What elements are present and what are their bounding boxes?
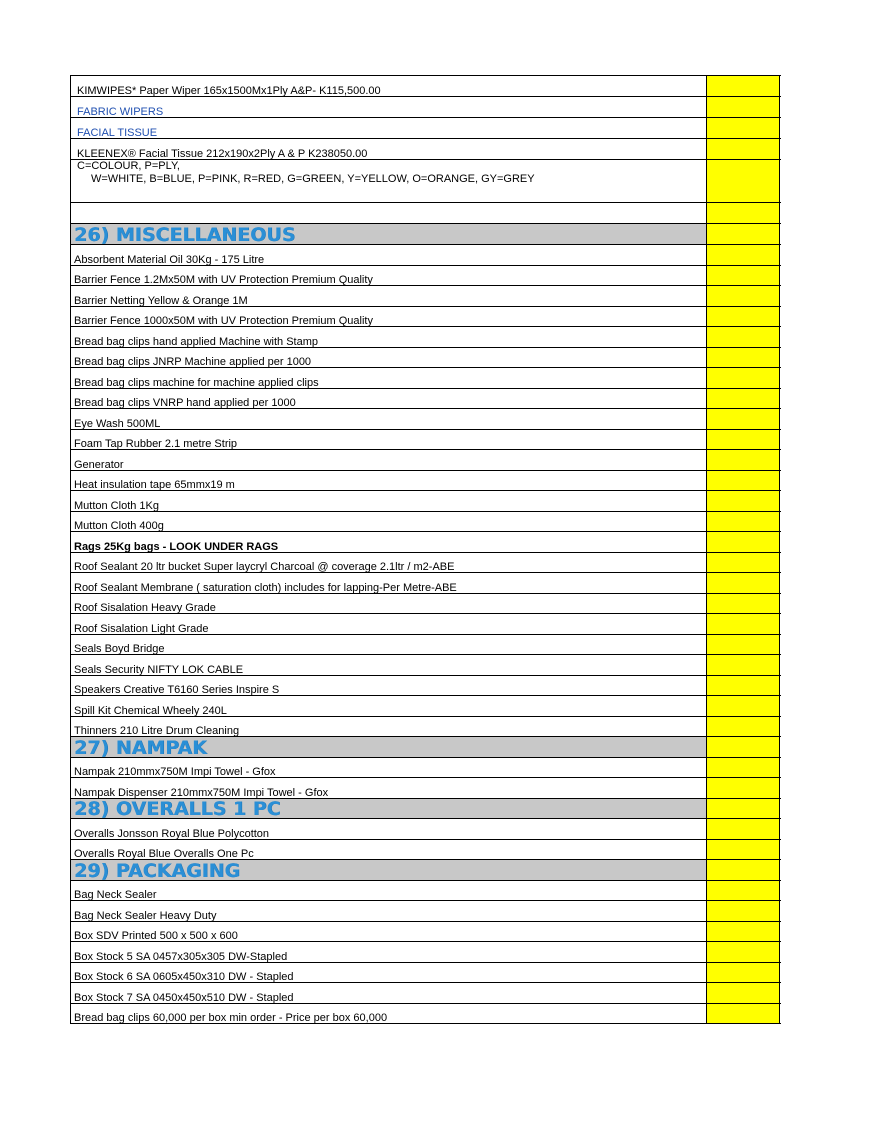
table-row xyxy=(71,901,781,922)
table-row xyxy=(71,471,781,491)
price-input-cell[interactable] xyxy=(707,901,780,921)
table-row xyxy=(71,922,781,942)
item-description-cell xyxy=(71,430,707,449)
table-row xyxy=(71,881,781,901)
item-description-cell xyxy=(71,327,707,347)
price-input-cell[interactable] xyxy=(707,118,780,138)
price-input-cell[interactable] xyxy=(707,860,780,880)
price-input-cell[interactable] xyxy=(707,573,780,593)
table-row xyxy=(71,553,781,573)
item-description-cell xyxy=(71,963,707,982)
table-row xyxy=(71,266,781,286)
item-description: Bread bag clips machine for machine applied clips xyxy=(74,377,319,388)
price-input-cell[interactable] xyxy=(707,471,780,490)
item-description: Roof Sealant 20 ltr bucket Super laycryl Charcoal @ coverage 2.1ltr / m2-ABE xyxy=(74,561,455,572)
section-header-row xyxy=(71,860,781,881)
item-description-cell xyxy=(71,76,707,96)
item-description-cell xyxy=(71,840,707,859)
price-input-cell[interactable] xyxy=(707,881,780,900)
item-description: Nampak 210mmx750M Impi Towel - Gfox xyxy=(74,766,276,777)
price-input-cell[interactable] xyxy=(707,389,780,408)
item-description: Roof Sisalation Light Grade xyxy=(74,623,209,634)
table-row xyxy=(71,160,781,203)
table-row xyxy=(71,491,781,512)
item-description-cell xyxy=(71,860,707,880)
item-description-cell xyxy=(71,799,707,818)
price-input-cell[interactable] xyxy=(707,450,780,470)
price-input-cell[interactable] xyxy=(707,614,780,634)
item-description: Mutton Cloth 400g xyxy=(74,520,164,531)
item-description-cell xyxy=(71,389,707,408)
table-row xyxy=(71,512,781,532)
price-input-cell[interactable] xyxy=(707,655,780,675)
item-description: Seals Boyd Bridge xyxy=(74,643,165,654)
table-row xyxy=(71,942,781,963)
item-description: Bread bag clips 60,000 per box min order - Price per box 60,000 xyxy=(74,1012,388,1023)
table-row xyxy=(71,696,781,717)
price-input-cell[interactable] xyxy=(707,203,780,223)
item-description-cell xyxy=(71,471,707,490)
table-row xyxy=(71,409,781,430)
table-row xyxy=(71,76,781,97)
price-input-cell[interactable] xyxy=(707,963,780,982)
price-input-cell[interactable] xyxy=(707,430,780,449)
item-description-cell xyxy=(71,717,707,736)
item-description: Barrier Fence 1000x50M with UV Protection Premium Quality xyxy=(74,315,373,326)
item-description-cell xyxy=(71,266,707,285)
item-description: FABRIC WIPERS xyxy=(77,106,164,117)
table-row xyxy=(71,963,781,983)
item-description-cell xyxy=(71,655,707,675)
price-input-cell[interactable] xyxy=(707,819,780,839)
table-row xyxy=(71,573,781,594)
price-input-cell[interactable] xyxy=(707,512,780,531)
price-input-cell[interactable] xyxy=(707,286,780,306)
price-input-cell[interactable] xyxy=(707,245,780,265)
price-input-cell[interactable] xyxy=(707,840,780,859)
item-description: Seals Security NIFTY LOK CABLE xyxy=(74,664,244,675)
item-description: FACIAL TISSUE xyxy=(77,127,158,138)
legend-line-2: W=WHITE, B=BLUE, P=PINK, R=RED, G=GREEN, Y=YELLOW, O=ORANGE, GY=GREY xyxy=(91,173,535,185)
table-row xyxy=(71,983,781,1004)
price-input-cell[interactable] xyxy=(707,922,780,941)
item-description-cell xyxy=(71,450,707,470)
item-description-cell xyxy=(71,97,707,117)
item-description-cell xyxy=(71,696,707,716)
price-input-cell[interactable] xyxy=(707,758,780,777)
section-title: 29) PACKAGING xyxy=(74,860,241,880)
price-input-cell[interactable] xyxy=(707,942,780,962)
item-description-cell xyxy=(71,758,707,777)
table-row xyxy=(71,450,781,471)
item-description: Speakers Creative T6160 Series Inspire S xyxy=(74,684,280,695)
item-description-cell xyxy=(71,139,707,159)
price-input-cell[interactable] xyxy=(707,676,780,695)
item-description-cell xyxy=(71,491,707,511)
item-description-cell xyxy=(71,1004,707,1023)
table-row xyxy=(71,430,781,450)
price-list-table xyxy=(70,75,781,1024)
price-input-cell[interactable] xyxy=(707,717,780,736)
item-description-cell xyxy=(71,594,707,613)
item-description-cell xyxy=(71,635,707,654)
item-description-cell xyxy=(71,368,707,388)
item-description-cell xyxy=(71,553,707,572)
item-description: Roof Sisalation Heavy Grade xyxy=(74,602,216,613)
table-row xyxy=(71,368,781,389)
price-input-cell[interactable] xyxy=(707,160,780,202)
item-description: Overalls Royal Blue Overalls One Pc xyxy=(74,848,254,859)
table-row xyxy=(71,819,781,840)
item-description-cell xyxy=(71,160,707,202)
item-description: Barrier Netting Yellow & Orange 1M xyxy=(74,295,248,306)
item-description-cell xyxy=(71,983,707,1003)
section-title: 26) MISCELLANEOUS xyxy=(74,224,296,244)
item-description-cell xyxy=(71,203,707,223)
table-row xyxy=(71,348,781,368)
item-description: Bread bag clips JNRP Machine applied per 1000 xyxy=(74,356,312,367)
table-row xyxy=(71,389,781,409)
price-input-cell[interactable] xyxy=(707,348,780,367)
legend-line-1: C=COLOUR, P=PLY, xyxy=(77,160,180,172)
price-input-cell[interactable] xyxy=(707,224,780,244)
section-header-row xyxy=(71,799,781,819)
item-description: Heat insulation tape 65mmx19 m xyxy=(74,479,235,490)
item-description-cell xyxy=(71,614,707,634)
section-header-row xyxy=(71,737,781,758)
item-description-cell xyxy=(71,901,707,921)
item-description-cell xyxy=(71,737,707,757)
table-row xyxy=(71,594,781,614)
price-input-cell[interactable] xyxy=(707,737,780,757)
item-description-cell xyxy=(71,118,707,138)
item-description: Nampak Dispenser 210mmx750M Impi Towel - Gfox xyxy=(74,787,329,798)
table-row xyxy=(71,118,781,139)
item-description-cell xyxy=(71,512,707,531)
item-description: Box Stock 7 SA 0450x450x510 DW - Stapled xyxy=(74,992,294,1003)
item-description-cell xyxy=(71,922,707,941)
item-description: Barrier Fence 1.2Mx50M with UV Protection Premium Quality xyxy=(74,274,373,285)
price-input-cell[interactable] xyxy=(707,409,780,429)
price-input-cell[interactable] xyxy=(707,97,780,117)
item-description: Foam Tap Rubber 2.1 metre Strip xyxy=(74,438,238,449)
item-description: Mutton Cloth 1Kg xyxy=(74,500,159,511)
price-input-cell[interactable] xyxy=(707,696,780,716)
item-description-cell xyxy=(71,676,707,695)
table-row xyxy=(71,97,781,118)
price-input-cell[interactable] xyxy=(707,368,780,388)
item-description-cell xyxy=(71,224,707,244)
price-input-cell[interactable] xyxy=(707,532,780,552)
item-description: Bag Neck Sealer xyxy=(74,889,157,900)
section-title: 28) OVERALLS 1 PC xyxy=(74,799,281,818)
table-row xyxy=(71,286,781,307)
price-input-cell[interactable] xyxy=(707,307,780,326)
item-description: Overalls Jonsson Royal Blue Polycotton xyxy=(74,828,270,839)
item-description-cell xyxy=(71,819,707,839)
item-description: Bag Neck Sealer Heavy Duty xyxy=(74,910,217,921)
item-description-cell xyxy=(71,286,707,306)
item-description-cell xyxy=(71,307,707,326)
item-description: Bread bag clips VNRP hand applied per 1000 xyxy=(74,397,296,408)
section-header-row xyxy=(71,224,781,245)
item-description: Roof Sealant Membrane ( saturation cloth) includes for lapping-Per Metre-ABE xyxy=(74,582,457,593)
table-row xyxy=(71,840,781,860)
item-description-cell xyxy=(71,245,707,265)
table-row xyxy=(71,327,781,348)
item-description-cell xyxy=(71,573,707,593)
item-description-cell xyxy=(71,942,707,962)
price-input-cell[interactable] xyxy=(707,594,780,613)
item-description: Spill Kit Chemical Wheely 240L xyxy=(74,705,227,716)
price-input-cell[interactable] xyxy=(707,799,780,818)
price-input-cell[interactable] xyxy=(707,491,780,511)
price-input-cell[interactable] xyxy=(707,327,780,347)
table-row xyxy=(71,1004,781,1024)
price-input-cell[interactable] xyxy=(707,778,780,798)
section-title: 27) NAMPAK xyxy=(74,737,207,757)
table-row xyxy=(71,635,781,655)
item-description: Eye Wash 500ML xyxy=(74,418,161,429)
item-description-cell xyxy=(71,409,707,429)
price-input-cell[interactable] xyxy=(707,266,780,285)
table-row xyxy=(71,139,781,160)
price-input-cell[interactable] xyxy=(707,1004,780,1023)
table-row xyxy=(71,655,781,676)
item-description-cell xyxy=(71,348,707,367)
table-row xyxy=(71,676,781,696)
price-input-cell[interactable] xyxy=(707,983,780,1003)
item-description: Absorbent Material Oil 30Kg - 175 Litre xyxy=(74,254,265,265)
table-row xyxy=(71,758,781,778)
item-description: Thinners 210 Litre Drum Cleaning xyxy=(74,725,240,736)
item-description: Generator xyxy=(74,459,124,470)
price-input-cell[interactable] xyxy=(707,139,780,159)
item-description: Box Stock 6 SA 0605x450x310 DW - Stapled xyxy=(74,971,294,982)
table-row xyxy=(71,203,781,224)
table-row xyxy=(71,245,781,266)
item-description-cell xyxy=(71,881,707,900)
table-row xyxy=(71,532,781,553)
price-input-cell[interactable] xyxy=(707,635,780,654)
price-input-cell[interactable] xyxy=(707,76,780,96)
table-row xyxy=(71,778,781,799)
table-row xyxy=(71,717,781,737)
item-description: KLEENEX® Facial Tissue 212x190x2Ply A & P K238050.00 xyxy=(77,148,368,159)
table-row xyxy=(71,307,781,327)
item-description: Box Stock 5 SA 0457x305x305 DW-Stapled xyxy=(74,951,288,962)
item-description: Box SDV Printed 500 x 500 x 600 xyxy=(74,930,238,941)
price-input-cell[interactable] xyxy=(707,553,780,572)
item-description-cell xyxy=(71,778,707,798)
table-row xyxy=(71,614,781,635)
item-description: KIMWIPES* Paper Wiper 165x1500Mx1Ply A&P- K115,500.00 xyxy=(77,85,381,96)
item-description: Rags 25Kg bags - LOOK UNDER RAGS xyxy=(74,541,279,552)
item-description: Bread bag clips hand applied Machine with Stamp xyxy=(74,336,318,347)
item-description-cell xyxy=(71,532,707,552)
